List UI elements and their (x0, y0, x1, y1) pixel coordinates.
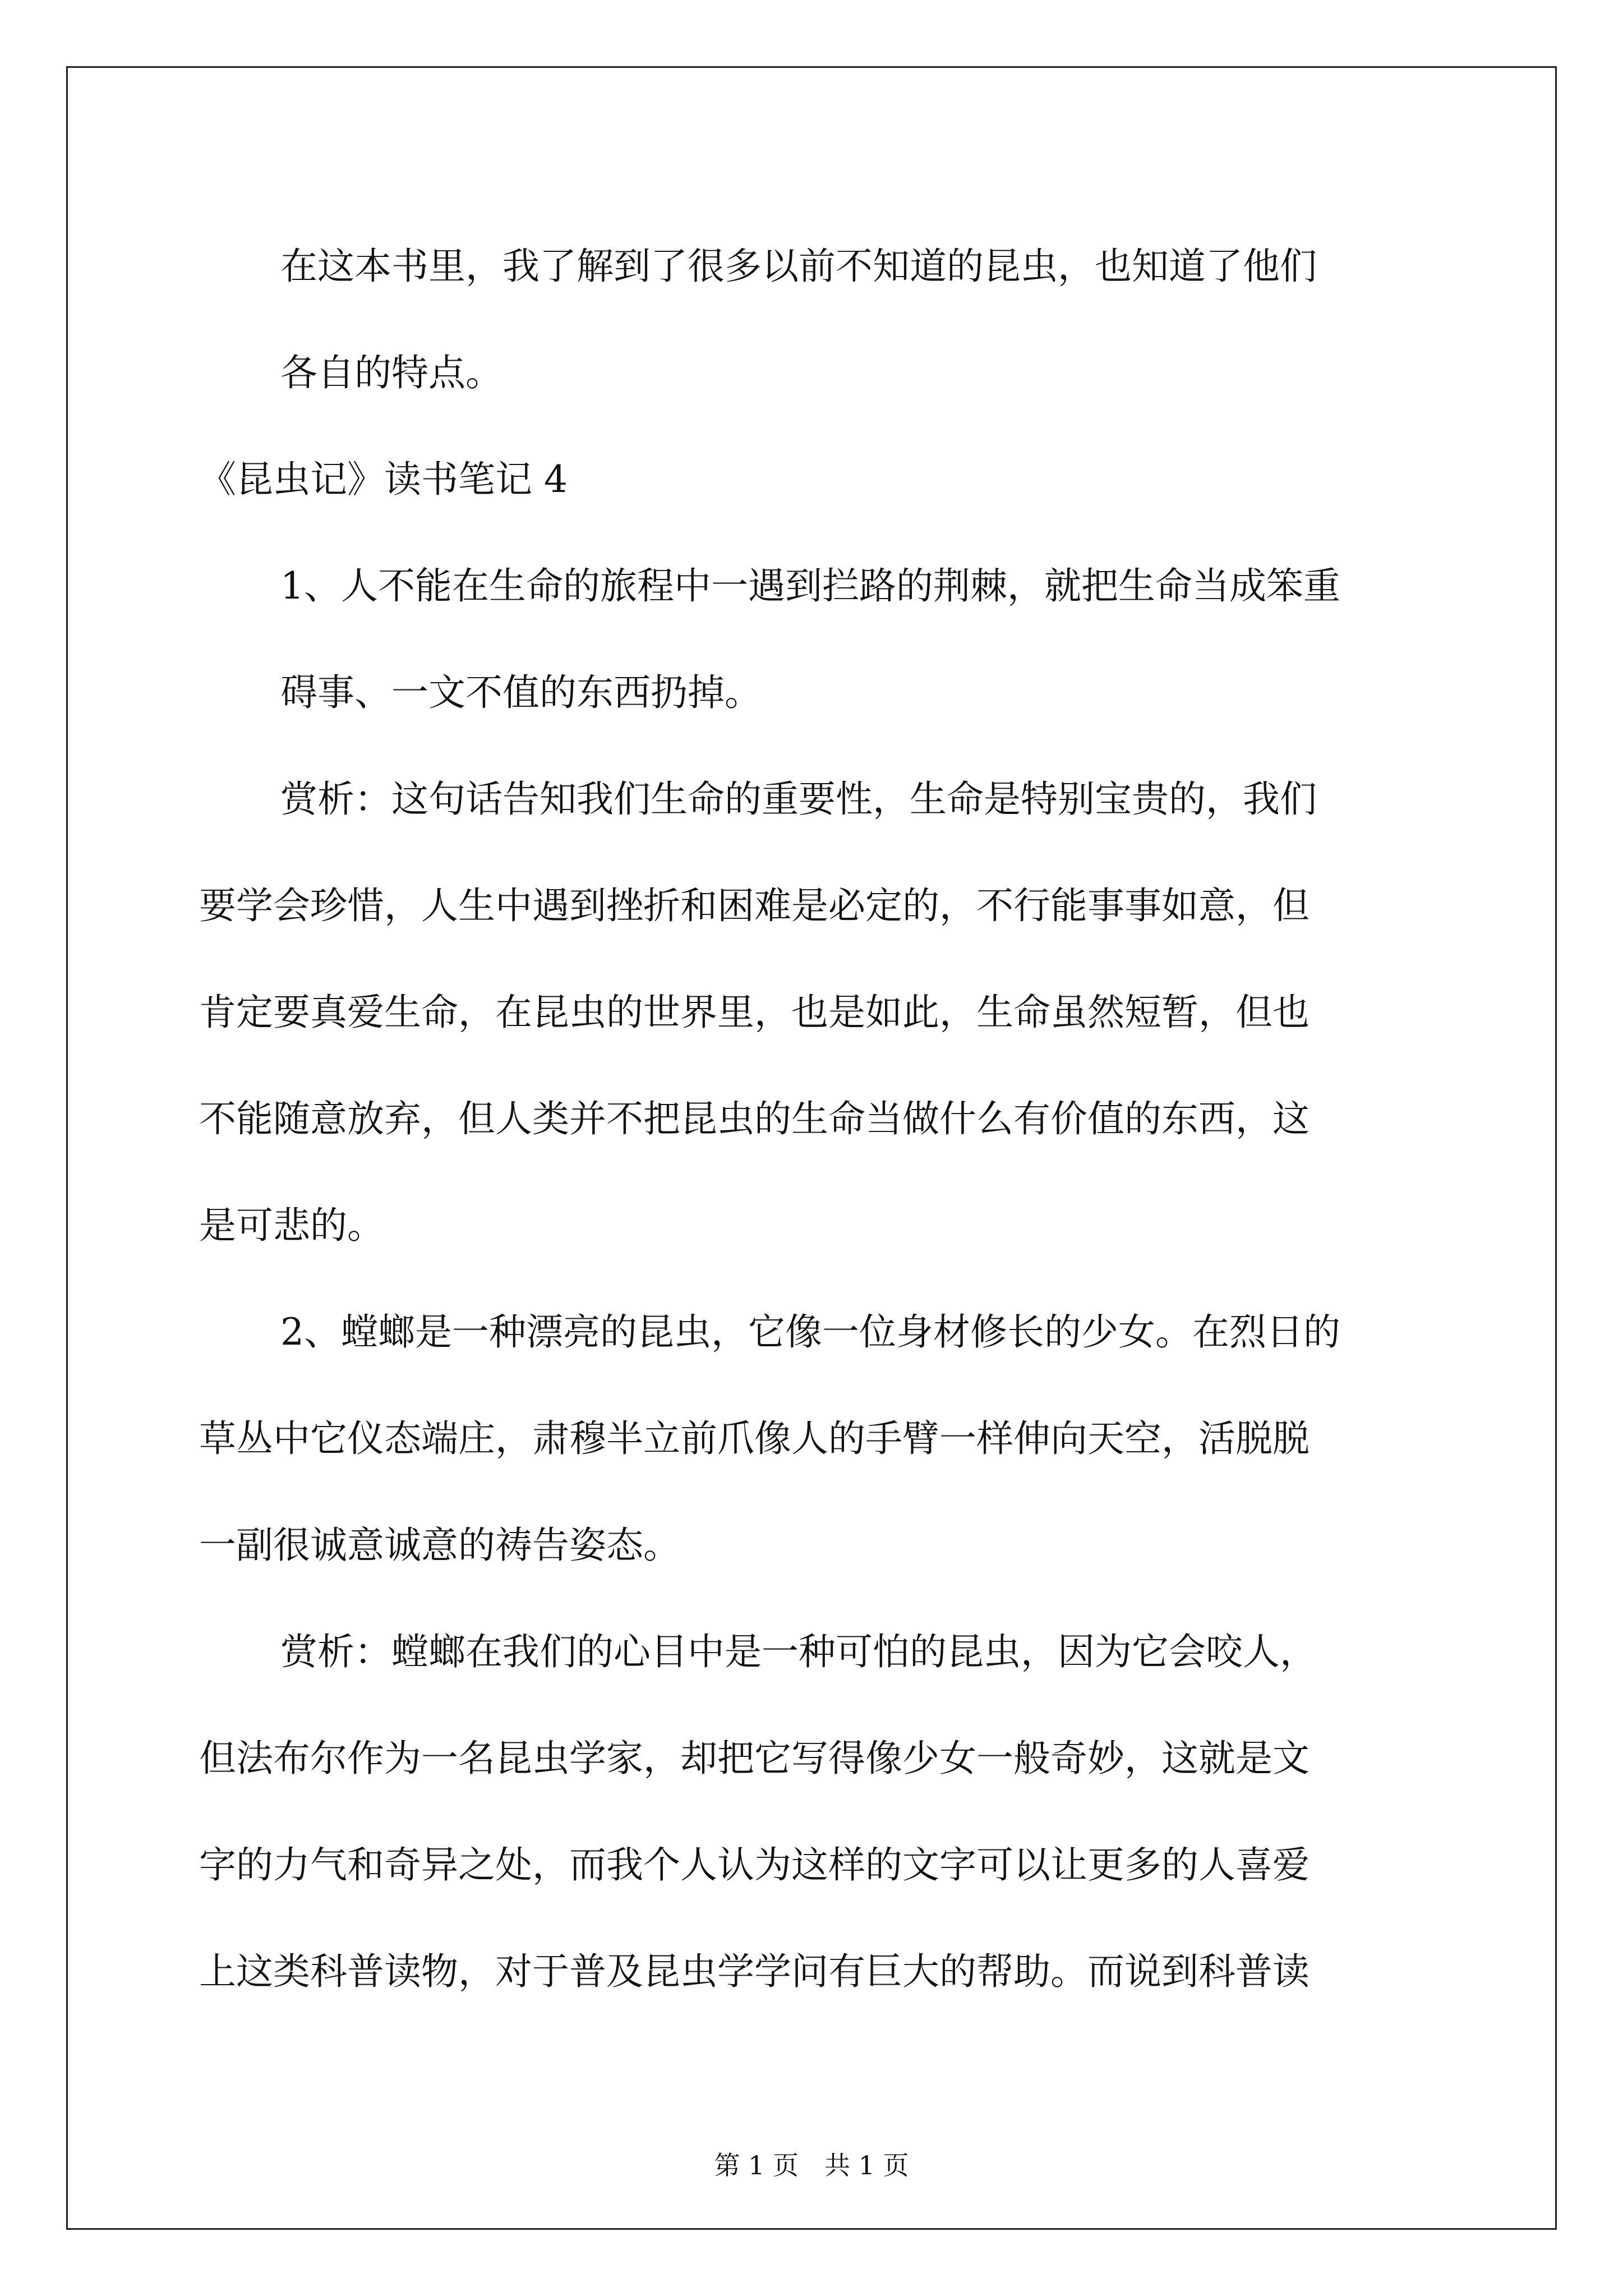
text-line: 但法布尔作为一名昆虫学家，却把它写得像少女一般奇妙，这就是文 (199, 1737, 1310, 1780)
text-line: 草丛中它仪态端庄，肃穆半立前爪像人的手臂一样伸向天空，活脱脱 (199, 1417, 1310, 1460)
text-line: 在这本书里，我了解到了很多以前不知道的昆虫，也知道了他们 (280, 245, 1317, 288)
paragraph-intro (199, 213, 1427, 426)
text-line: 肯定要真爱生命，在昆虫的世界里，也是如此，生命虽然短暂，但也 (199, 991, 1310, 1034)
text-line: 各自的特点。 (280, 351, 502, 394)
paragraph-analysis-2 (199, 1599, 1427, 2025)
text-line: 要学会珍惜，人生中遇到挫折和困难是必定的，不行能事事如意，但 (199, 884, 1310, 927)
paragraph-quote-2 (199, 1279, 1427, 1599)
document-body (199, 213, 1427, 2025)
text-line: 是可悲的。 (199, 1204, 384, 1247)
text-line: 1、人不能在生命的旅程中一遇到拦路的荆棘，就把生命当成笨重 (280, 564, 1340, 608)
text-line: 赏析：这句话告知我们生命的重要性，生命是特别宝贵的，我们 (280, 777, 1317, 821)
text-line: 赏析：螳螂在我们的心目中是一种可怕的昆虫，因为它会咬人， (280, 1630, 1317, 1673)
paragraph-quote-1 (199, 533, 1427, 746)
text-line: 字的力气和奇异之处，而我个人认为这样的文字可以让更多的人喜爱 (199, 1843, 1310, 1887)
page-footer: 第 1 页 共 1 页 (714, 2150, 909, 2180)
heading-text: 《昆虫记》读书笔记 4 (199, 458, 568, 501)
text-line: 上这类科普读物，对于普及昆虫学学问有巨大的帮助。而说到科普读 (199, 1950, 1310, 1993)
text-line: 2、螳螂是一种漂亮的昆虫，它像一位身材修长的少女。在烈日的 (280, 1310, 1340, 1354)
paragraph-analysis-1 (199, 746, 1427, 1279)
text-line: 碍事、一文不值的东西扔掉。 (280, 671, 762, 714)
text-line: 一副很诚意诚意的祷告姿态。 (199, 1524, 680, 1567)
section-heading (199, 426, 1427, 533)
text-line: 不能随意放弃，但人类并不把昆虫的生命当做什么有价值的东西，这 (199, 1097, 1310, 1140)
